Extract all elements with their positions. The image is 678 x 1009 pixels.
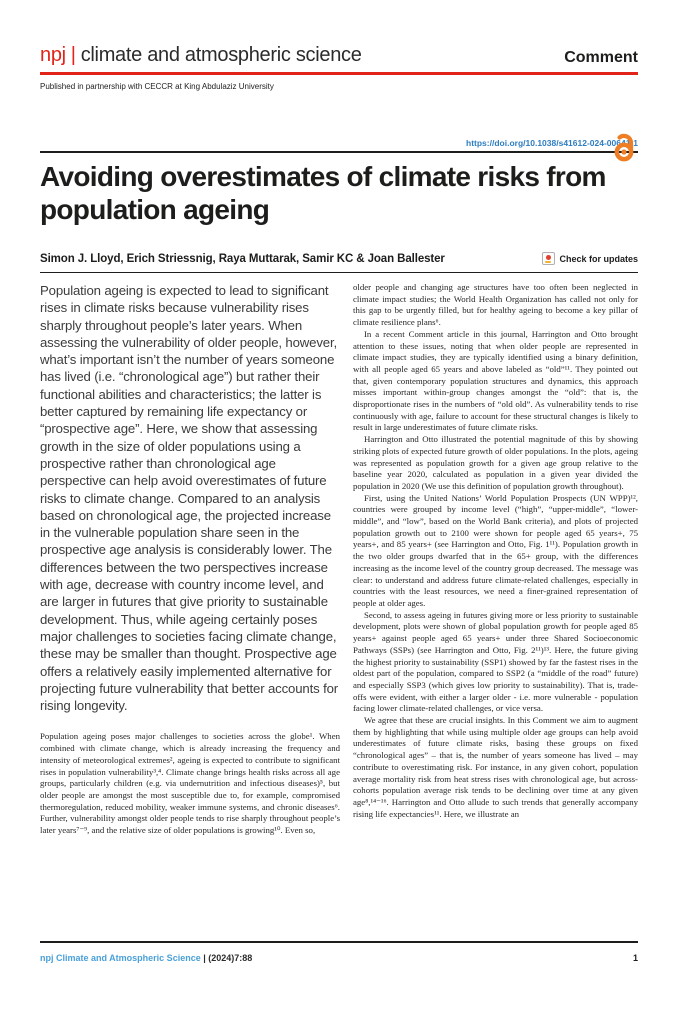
header-rule: [40, 72, 638, 75]
body-paragraph: Harrington and Otto illustrated the potential magnitude of this by showing striking plots of expected future growth of older populations. In the plots, ageing was represented as population growth for a given age group relative to the baseline year 2020, calculated as population in a given year divided the population in 2020 (We use this definition of population growth throughout).: [353, 434, 638, 491]
body-paragraph: We agree that these are crucial insights. In this Comment we aim to augment them by highlighting that while using multiple older age groups can help avoid underestimates of future climate risks, basing these groups on fixed “chronological ages” – that is, the number of years someone has lived – may contribute to overestimating risk. For instance, in any given cohort, population average mortality risk from heat stress rises with chronological age, but across-cohorts population average risk tends to be declining over time at any given age⁸,¹⁴⁻¹⁶. Harrington and Otto allude to such trends that generally accompany rising life expectancies¹¹. Here, we illustrate an: [353, 715, 638, 819]
authors-row: [40, 252, 638, 265]
open-access-icon[interactable]: [612, 128, 638, 162]
check-for-updates-button[interactable]: [542, 252, 638, 265]
left-column: [40, 282, 340, 886]
npj-brand-text: npj: [40, 44, 66, 66]
right-column: [353, 282, 638, 886]
journal-logo[interactable]: [40, 44, 362, 67]
authors-rule: [40, 272, 638, 273]
footer-citation: [40, 953, 252, 963]
page-footer: [40, 941, 638, 963]
footer-journal-link[interactable]: npj Climate and Atmospheric Science: [40, 953, 201, 963]
doi-link[interactable]: https://doi.org/10.1038/s41612-024-00641-1: [466, 138, 638, 148]
body-paragraph: First, using the United Nations’ World Population Prospects (UN WPP)¹², countries were grouped by income level (“high”, “upper-middle”, “lower-middle”, and “low”, based on the World Bank criteria), and plots of projected population growth out to 2100 were shown for people aged 65 years+, 75 years+, and 85 years+ (see Harrington and Otto, Fig. 1¹¹). Population growth in the two older groups dwarfed that in the 65+ group, with the differences increasing as the income level of the country group decreased. The message was clear: to understand and address future climate-related challenges, especially in countries with the least resources, we need a finer-grained representation of people at older ages.: [353, 492, 638, 608]
brand-separator: |: [70, 44, 76, 66]
page-number: 1: [632, 953, 638, 963]
journal-header: [40, 44, 638, 67]
author-list: Simon J. Lloyd, Erich Striessnig, Raya Muttarak, Samir KC & Joan Ballester: [40, 252, 445, 265]
journal-name: climate and atmospheric science: [80, 44, 362, 66]
title-rule: [40, 151, 638, 153]
article-page: [0, 44, 678, 1009]
article-body: [40, 282, 638, 886]
body-paragraph: In a recent Comment article in this journal, Harrington and Otto brought attention to these issues, noting that when older people are represented in climate impact studies, they are typically identified using a binary definition, with all people aged 65 years and above labeled as “old”¹¹. They pointed out that, given contemporary population structures and dynamics, this approach misses important within-group changes amongst the “old”: that is, the disproportionate rises in the numbers of “old old”. As vulnerability tends to rise continuously with age, failure to account for these structural changes is likely to result in large underestimates of future climate risks.: [353, 328, 638, 433]
article-type-label: Comment: [564, 49, 638, 66]
footer-citation-text: | (2024)7:88: [200, 953, 253, 963]
body-paragraph: Second, to assess ageing in futures giving more or less priority to sustainable development, plots were shown of global population growth for people aged 85 years+ against people aged 65 years+ under three Shared Socioeconomic Pathways (SSPs) (see Harrington and Otto, Fig. 2¹¹)¹³. Here, the future giving the highest priority to sustainability (SSP1) showed by far the fastest rises in the oldest part of the population, compared to SSP2 (a “middle of the road” future) and especially SSP3 (which gives low priority to sustainability). That is, trade-offs were evident, with either a larger older - i.e. more vulnerable - population facing lower climate-related challenges, or vice versa.: [353, 609, 638, 714]
check-for-updates-label: Check for updates: [559, 253, 638, 264]
page-title: Avoiding overestimates of climate risks from population ageing: [40, 161, 606, 225]
body-paragraph: Population ageing poses major challenges to societies across the globe¹. When combined with climate change, which is already increasing the frequency and intensity of meteorological extremes², ageing is expected to contribute to significant rises in population vulnerability³,⁴. Climate change brings health risks across all age groups, particularly children (e.g. via undernutrition and infectious diseases)⁵, but older people are amongst the most susceptible due to, for example, compromised thermoregulation, reduced mobility, weaker immune systems, and chronic diseases⁶. Further, vulnerability amongst older people tends to rise sharply throughout people’s later years⁷⁻⁹, and the relative size of older populations is growing¹⁰. Even so,: [40, 731, 340, 836]
abstract-text: Population ageing is expected to lead to significant rises in climate risks because vulnerability rises sharply throughout people’s later years. When assessing the vulnerability of older people, however, what’s important isn’t the number of years someone has lived (i.e. “chronological age”) but rather their functional abilities and characteristics; the latter is better captured by remaining life expectancy or “prospective age”. Here, we show that assessing growth in the size of older populations using a prospective rather than chronological age perspective can help avoid overestimates of future risks to climate change. Compared to an analysis based on chronological age, the projected increase in the vulnerable population share seen in the prospective age analysis is considerably lower. The differences between the two perspectives increase with age, decrease with country income level, and are larger in futures that give priority to sustainable development. Thus, while ageing certainly poses major challenges to societies facing climate change, these may be smaller than thought. Prospective age offers a relatively easily implemented alternative for projecting future vulnerability that better accounts for rising longevity.: [40, 283, 339, 714]
crossmark-icon: [542, 252, 555, 265]
body-paragraph: older people and changing age structures have too often been neglected in climate impact studies; the World Health Organization has called not only for this gap to be urgently filled, but for healthy ageing to become a key pillar of climate resilience plans⁶.: [353, 282, 638, 328]
partnership-note: Published in partnership with CECCR at King Abdulaziz University: [40, 82, 274, 91]
